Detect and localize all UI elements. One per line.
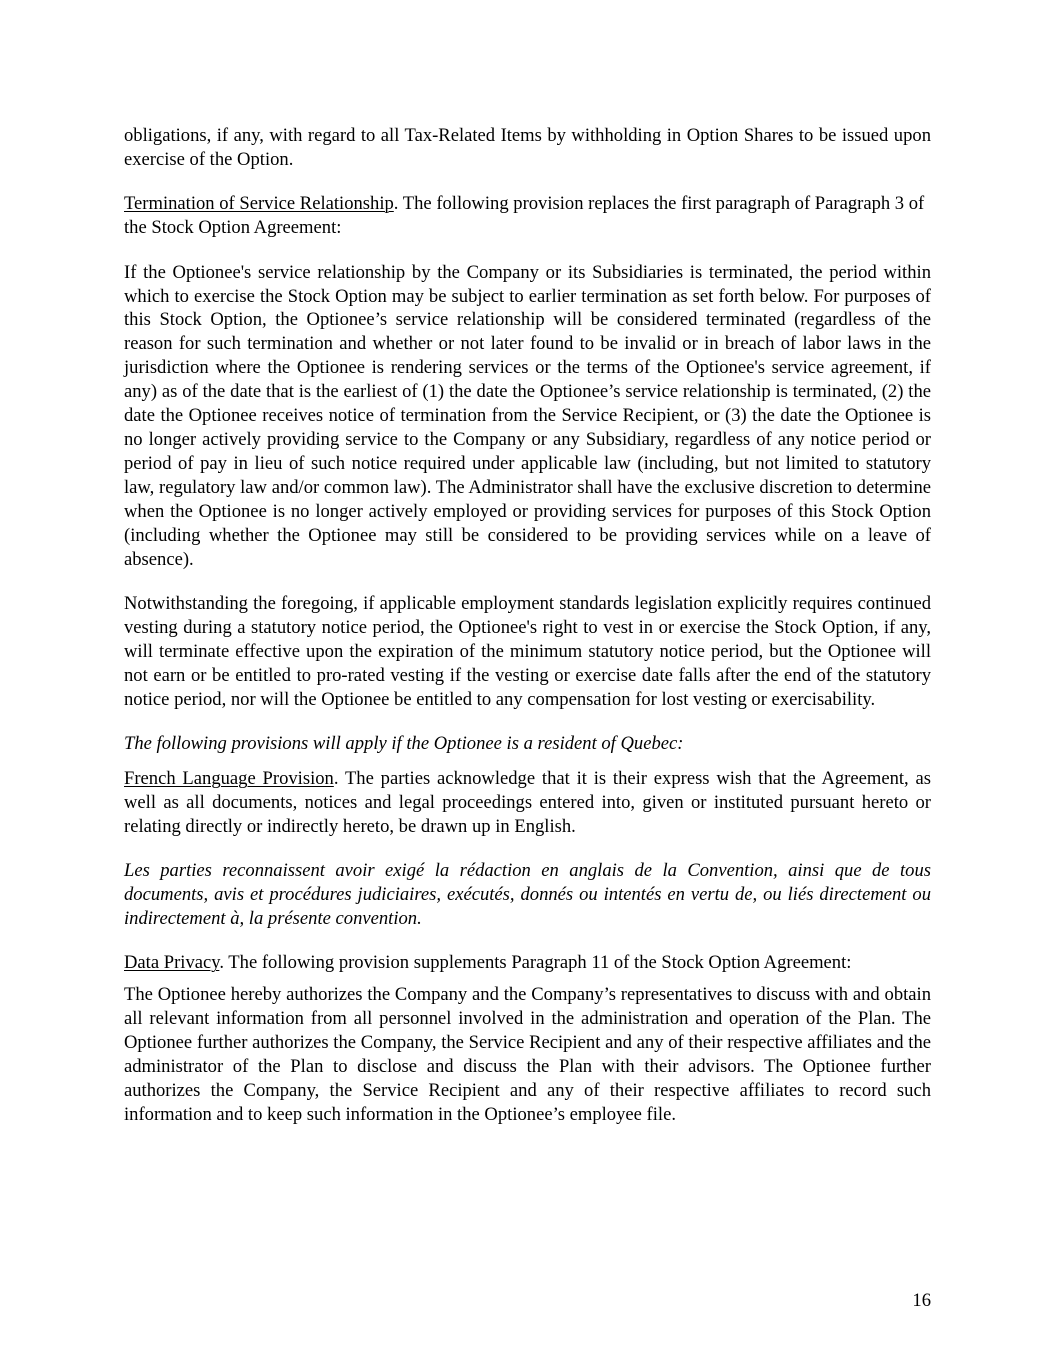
- quebec-intro: The following provisions will apply if the Optionee is a resident of Quebec:: [124, 732, 684, 754]
- french-language-heading: French Language Provision: [124, 767, 334, 789]
- data-privacy-section: [124, 951, 931, 975]
- page-number: 16: [912, 1290, 931, 1311]
- data-privacy-heading: Data Privacy: [124, 952, 220, 974]
- document-page: [124, 124, 931, 1127]
- french-translation: Les parties reconnaissent avoir exigé la rédaction en anglais de la Convention, ainsi que de tous documents, avis et procédures judiciaires, exécutés, donnés ou intentés en vertu de, ou liés directement ou indirectement à, la présente convention.: [124, 860, 931, 929]
- termination-heading: Termination of Service Relationship: [124, 193, 394, 215]
- paragraph-notwithstanding: Notwithstanding the foregoing, if applicable employment standards legislation explicitly requires continued vesting during a statutory notice period, the Optionee's right to vest in or exercise the Stock Option, if any, will terminate effective upon the expiration of the minimum statutory notice period, but the Optionee will not earn or be entitled to pro-rated vesting if the vesting or exercise date falls after the end of the statutory notice period, nor will the Optionee be entitled to any compensation for lost vesting or exercisability.: [124, 592, 931, 710]
- paragraph-termination-period: If the Optionee's service relationship by the Company or its Subsidiaries is terminated, the period within which to exercise the Stock Option may be subject to earlier termination as set forth below. For purposes of this Stock Option, the Optionee’s service relationship will be considered terminated (regardless of the reason for such termination and whether or not later found to be invalid or in breach of labor laws in the jurisdiction where the Optionee is rendering services or the terms of the Optionee's service agreement, if any) as of the date that is the earliest of (1) the date the Optionee’s service relationship is terminated, (2) the date the Optionee receives notice of termination from the Service Recipient, or (3) the date the Optionee is no longer actively providing service to the Company or any Subsidiary, regardless of any notice period or period of pay in lieu of such notice required under applicable law (including, but not limited to statutory law, regulatory law and/or common law). The Administrator shall have the exclusive discretion to determine when the Optionee is no longer actively employed or providing services for purposes of this Stock Option (including whether the Optionee may still be considered to be providing services while on a leave of absence).: [124, 261, 931, 570]
- french-language-text: . The parties acknowledge that it is their express wish that the Agreement, as well as all documents, notices and legal proceedings entered into, given or instituted pursuant hereto or relating directly or indirectly hereto, be drawn up in English.: [124, 767, 931, 837]
- termination-section: [124, 192, 931, 240]
- paragraph-tax-withholding: obligations, if any, with regard to all Tax-Related Items by withholding in Option Shares to be issued upon exercise of the Option.: [124, 125, 931, 170]
- paragraph-data-privacy: The Optionee hereby authorizes the Company and the Company’s representatives to discuss with and obtain all relevant information from all personnel involved in the administration and operation of the Plan. The Optionee further authorizes the Company, the Service Recipient and any of their respective affiliates and the administrator of the Plan to disclose and discuss the Plan with their advisors. The Optionee further authorizes the Company, the Service Recipient and any of their respective affiliates to record such information and to keep such information in the Optionee’s employee file.: [124, 984, 931, 1125]
- termination-intro: . The following provision replaces the first paragraph of Paragraph 3 of the Stock Option Agreement:: [124, 193, 925, 239]
- french-language-section: [124, 767, 931, 839]
- data-privacy-intro: . The following provision supplements Paragraph 11 of the Stock Option Agreement:: [219, 952, 852, 974]
